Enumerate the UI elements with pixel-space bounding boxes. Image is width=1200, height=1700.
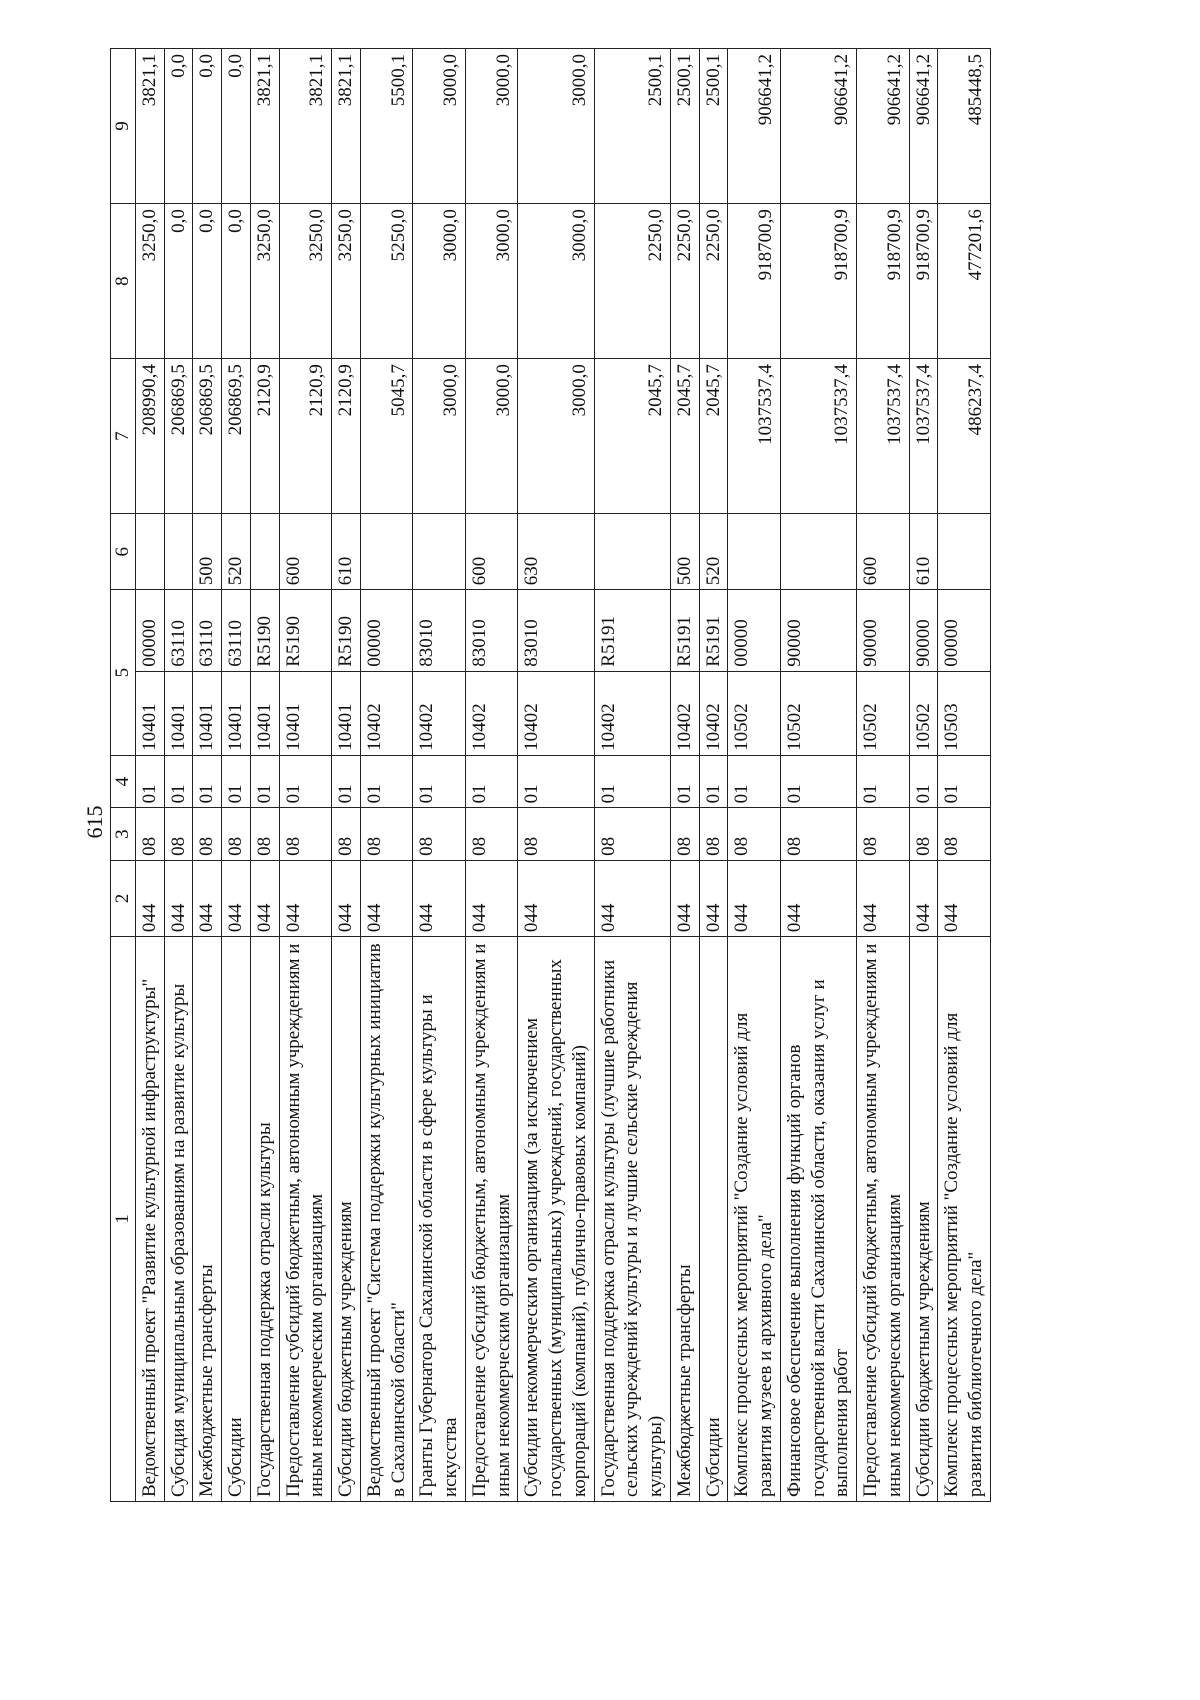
header-col-5: 5 (111, 590, 136, 756)
row-code-section-cell: 08 (135, 808, 164, 861)
row-value-col9-cell: 2500,1 (699, 49, 728, 204)
row-code-section-cell: 08 (164, 808, 193, 861)
row-code-program-cell: 10502 (857, 671, 910, 755)
row-code-expense-type-cell (164, 514, 193, 590)
row-code-subsection-cell: 01 (728, 755, 781, 808)
row-code-program-cell: 10401 (222, 671, 251, 755)
row-code-program-cell: 10402 (465, 671, 518, 755)
row-code-subsection-cell: 01 (518, 755, 594, 808)
row-code-section-cell: 08 (222, 808, 251, 861)
row-value-col7-cell: 2120,9 (250, 359, 279, 514)
row-code-program-cell: 10401 (332, 671, 361, 755)
row-code-subsection-cell: 01 (465, 755, 518, 808)
row-value-col7-cell: 1037537,4 (857, 359, 910, 514)
header-col-2: 2 (111, 860, 136, 936)
row-value-col9-cell: 3821,1 (279, 49, 332, 204)
row-code-direction-cell: 90000 (909, 590, 938, 671)
row-code-direction-cell: R5190 (332, 590, 361, 671)
row-value-col9-cell: 906641,2 (780, 49, 856, 204)
row-code-section-cell: 08 (413, 808, 466, 861)
table-row (728, 49, 781, 1502)
row-name-cell: Государственная поддержка отрасли культуры (лучшие работники сельских учреждений культуры и лучшие сельские учреждения культуры) (594, 937, 670, 1502)
row-value-col8-cell: 2250,0 (670, 204, 699, 359)
row-code-subsection-cell: 01 (413, 755, 466, 808)
budget-table (110, 48, 991, 1502)
row-code-chapter-cell: 044 (909, 860, 938, 936)
row-code-chapter-cell: 044 (332, 860, 361, 936)
row-value-col9-cell: 906641,2 (857, 49, 910, 204)
row-value-col7-cell: 3000,0 (518, 359, 594, 514)
row-code-expense-type-cell: 520 (699, 514, 728, 590)
row-name-cell: Субсидии бюджетным учреждениям (332, 937, 361, 1502)
row-code-chapter-cell: 044 (413, 860, 466, 936)
row-value-col9-cell: 3821,1 (332, 49, 361, 204)
row-name-cell: Предоставление субсидий бюджетным, автономным учреждениям и иным некоммерческим организациям (279, 937, 332, 1502)
row-value-col8-cell: 918700,9 (857, 204, 910, 359)
row-name-cell: Субсидии бюджетным учреждениям (909, 937, 938, 1502)
row-code-program-cell: 10402 (360, 671, 413, 755)
row-value-col7-cell: 206869,5 (193, 359, 222, 514)
row-value-col7-cell: 2045,7 (594, 359, 670, 514)
row-code-subsection-cell: 01 (360, 755, 413, 808)
row-code-expense-type-cell (780, 514, 856, 590)
row-code-program-cell: 10503 (938, 671, 991, 755)
row-code-direction-cell: R5191 (699, 590, 728, 671)
row-value-col7-cell: 5045,7 (360, 359, 413, 514)
row-name-cell: Ведомственный проект "Развитие культурной инфраструктуры" (135, 937, 164, 1502)
row-code-expense-type-cell (360, 514, 413, 590)
table-row (332, 49, 361, 1502)
row-code-expense-type-cell (728, 514, 781, 590)
row-code-section-cell: 08 (699, 808, 728, 861)
row-code-section-cell: 08 (465, 808, 518, 861)
row-value-col9-cell: 0,0 (222, 49, 251, 204)
row-code-section-cell: 08 (857, 808, 910, 861)
row-code-direction-cell: 83010 (465, 590, 518, 671)
row-code-program-cell: 10402 (699, 671, 728, 755)
table-body (135, 49, 990, 1502)
row-code-section-cell: 08 (360, 808, 413, 861)
row-value-col9-cell: 2500,1 (594, 49, 670, 204)
row-value-col9-cell: 906641,2 (728, 49, 781, 204)
header-col-9: 9 (111, 49, 136, 204)
row-code-chapter-cell: 044 (670, 860, 699, 936)
row-name-cell: Комплекс процессных мероприятий "Создание условий для развития библиотечного дела" (938, 937, 991, 1502)
row-code-section-cell: 08 (938, 808, 991, 861)
table-row (413, 49, 466, 1502)
table-row (857, 49, 910, 1502)
row-name-cell: Комплекс процессных мероприятий "Создание условий для развития музеев и архивного дела" (728, 937, 781, 1502)
row-code-expense-type-cell (250, 514, 279, 590)
row-code-expense-type-cell: 600 (857, 514, 910, 590)
row-value-col7-cell: 1037537,4 (780, 359, 856, 514)
table-row (518, 49, 594, 1502)
row-name-cell: Предоставление субсидий бюджетным, автономным учреждениям и иным некоммерческим организациям (465, 937, 518, 1502)
row-code-subsection-cell: 01 (135, 755, 164, 808)
row-code-section-cell: 08 (780, 808, 856, 861)
row-code-program-cell: 10502 (909, 671, 938, 755)
row-code-chapter-cell: 044 (938, 860, 991, 936)
row-code-subsection-cell: 01 (780, 755, 856, 808)
row-code-chapter-cell: 044 (279, 860, 332, 936)
row-code-direction-cell: 00000 (728, 590, 781, 671)
header-col-8: 8 (111, 204, 136, 359)
row-name-cell: Субсидии некоммерческим организациям (за исключением государственных (муниципальных) учреждений, государственных корпораций (компаний), публично-правовых компаний) (518, 937, 594, 1502)
row-value-col8-cell: 3250,0 (135, 204, 164, 359)
row-value-col8-cell: 3000,0 (465, 204, 518, 359)
row-code-program-cell: 10402 (413, 671, 466, 755)
row-code-direction-cell: R5191 (594, 590, 670, 671)
row-code-program-cell: 10401 (250, 671, 279, 755)
row-code-chapter-cell: 044 (250, 860, 279, 936)
row-code-direction-cell: 83010 (518, 590, 594, 671)
row-code-expense-type-cell (135, 514, 164, 590)
header-col-4: 4 (111, 755, 136, 808)
table-row (222, 49, 251, 1502)
row-value-col7-cell: 206869,5 (222, 359, 251, 514)
row-value-col9-cell: 3821,1 (135, 49, 164, 204)
row-code-expense-type-cell: 630 (518, 514, 594, 590)
row-code-direction-cell: R5191 (670, 590, 699, 671)
row-code-section-cell: 08 (909, 808, 938, 861)
row-name-cell: Гранты Губернатора Сахалинской области в сфере культуры и искусства (413, 937, 466, 1502)
table-row (670, 49, 699, 1502)
row-code-subsection-cell: 01 (332, 755, 361, 808)
row-code-subsection-cell: 01 (670, 755, 699, 808)
row-value-col7-cell: 206869,5 (164, 359, 193, 514)
row-value-col9-cell: 0,0 (193, 49, 222, 204)
row-code-program-cell: 10401 (164, 671, 193, 755)
row-code-chapter-cell: 044 (594, 860, 670, 936)
row-value-col8-cell: 918700,9 (909, 204, 938, 359)
row-code-chapter-cell: 044 (360, 860, 413, 936)
table-row (780, 49, 856, 1502)
row-code-subsection-cell: 01 (250, 755, 279, 808)
row-code-expense-type-cell (413, 514, 466, 590)
row-code-program-cell: 10502 (780, 671, 856, 755)
row-code-direction-cell: 00000 (938, 590, 991, 671)
row-code-expense-type-cell: 500 (193, 514, 222, 590)
row-value-col9-cell: 3821,1 (250, 49, 279, 204)
row-code-program-cell: 10502 (728, 671, 781, 755)
header-col-6: 6 (111, 514, 136, 590)
row-value-col9-cell: 3000,0 (518, 49, 594, 204)
row-value-col9-cell: 3000,0 (413, 49, 466, 204)
row-value-col7-cell: 2120,9 (279, 359, 332, 514)
row-code-chapter-cell: 044 (135, 860, 164, 936)
row-value-col9-cell: 906641,2 (909, 49, 938, 204)
row-code-expense-type-cell (594, 514, 670, 590)
row-value-col8-cell: 3000,0 (518, 204, 594, 359)
row-code-program-cell: 10402 (594, 671, 670, 755)
row-code-section-cell: 08 (518, 808, 594, 861)
row-value-col9-cell: 0,0 (164, 49, 193, 204)
row-name-cell: Предоставление субсидий бюджетным, автономным учреждениям и иным некоммерческим организациям (857, 937, 910, 1502)
row-code-program-cell: 10402 (518, 671, 594, 755)
table-row (135, 49, 164, 1502)
table-row (465, 49, 518, 1502)
header-col-1: 1 (111, 937, 136, 1502)
row-name-cell: Субсидии (222, 937, 251, 1502)
row-code-chapter-cell: 044 (728, 860, 781, 936)
row-code-direction-cell: 90000 (780, 590, 856, 671)
row-code-subsection-cell: 01 (594, 755, 670, 808)
row-value-col8-cell: 918700,9 (780, 204, 856, 359)
row-code-program-cell: 10401 (135, 671, 164, 755)
row-code-direction-cell: 63110 (222, 590, 251, 671)
row-code-chapter-cell: 044 (465, 860, 518, 936)
row-value-col7-cell: 208990,4 (135, 359, 164, 514)
row-code-subsection-cell: 01 (909, 755, 938, 808)
row-code-direction-cell: 00000 (360, 590, 413, 671)
row-value-col8-cell: 0,0 (164, 204, 193, 359)
row-code-subsection-cell: 01 (222, 755, 251, 808)
table-header-row (111, 49, 136, 1502)
row-value-col8-cell: 3250,0 (279, 204, 332, 359)
table-row (909, 49, 938, 1502)
row-value-col7-cell: 1037537,4 (909, 359, 938, 514)
row-code-section-cell: 08 (332, 808, 361, 861)
row-code-program-cell: 10401 (193, 671, 222, 755)
row-code-direction-cell: 00000 (135, 590, 164, 671)
row-value-col8-cell: 477201,6 (938, 204, 991, 359)
row-code-section-cell: 08 (193, 808, 222, 861)
row-value-col7-cell: 2120,9 (332, 359, 361, 514)
row-name-cell: Финансовое обеспечение выполнения функций органов государственной власти Сахалинской области, оказания услуг и выполнения работ (780, 937, 856, 1502)
header-col-3: 3 (111, 808, 136, 861)
page-number: 615 (82, 805, 107, 839)
row-code-expense-type-cell: 600 (279, 514, 332, 590)
row-value-col8-cell: 0,0 (222, 204, 251, 359)
row-name-cell: Субсидии (699, 937, 728, 1502)
row-code-section-cell: 08 (728, 808, 781, 861)
table-row (279, 49, 332, 1502)
row-code-section-cell: 08 (670, 808, 699, 861)
row-code-direction-cell: R5190 (279, 590, 332, 671)
row-code-chapter-cell: 044 (222, 860, 251, 936)
row-code-expense-type-cell: 610 (332, 514, 361, 590)
row-code-expense-type-cell: 610 (909, 514, 938, 590)
row-code-expense-type-cell (938, 514, 991, 590)
row-code-program-cell: 10401 (279, 671, 332, 755)
table-row (938, 49, 991, 1502)
row-code-chapter-cell: 044 (193, 860, 222, 936)
row-value-col7-cell: 3000,0 (413, 359, 466, 514)
row-code-section-cell: 08 (594, 808, 670, 861)
table-row (164, 49, 193, 1502)
row-code-chapter-cell: 044 (699, 860, 728, 936)
row-value-col8-cell: 3000,0 (413, 204, 466, 359)
row-code-direction-cell: 63110 (164, 590, 193, 671)
row-value-col8-cell: 2250,0 (699, 204, 728, 359)
row-name-cell: Субсидия муниципальным образованиям на развитие культуры (164, 937, 193, 1502)
table-row (360, 49, 413, 1502)
row-name-cell: Межбюджетные трансферты (670, 937, 699, 1502)
row-value-col7-cell: 1037537,4 (728, 359, 781, 514)
table-row (594, 49, 670, 1502)
row-code-subsection-cell: 01 (279, 755, 332, 808)
row-code-chapter-cell: 044 (518, 860, 594, 936)
row-code-chapter-cell: 044 (780, 860, 856, 936)
row-value-col9-cell: 485448,5 (938, 49, 991, 204)
row-code-direction-cell: R5190 (250, 590, 279, 671)
row-code-direction-cell: 83010 (413, 590, 466, 671)
row-code-expense-type-cell: 520 (222, 514, 251, 590)
row-name-cell: Государственная поддержка отрасли культуры (250, 937, 279, 1502)
header-col-7: 7 (111, 359, 136, 514)
row-value-col8-cell: 3250,0 (250, 204, 279, 359)
row-value-col8-cell: 5250,0 (360, 204, 413, 359)
row-value-col9-cell: 5500,1 (360, 49, 413, 204)
row-code-direction-cell: 90000 (857, 590, 910, 671)
row-code-subsection-cell: 01 (857, 755, 910, 808)
row-code-section-cell: 08 (250, 808, 279, 861)
row-code-direction-cell: 63110 (193, 590, 222, 671)
row-code-expense-type-cell: 500 (670, 514, 699, 590)
table-row (193, 49, 222, 1502)
row-value-col8-cell: 0,0 (193, 204, 222, 359)
row-value-col7-cell: 2045,7 (670, 359, 699, 514)
row-value-col7-cell: 3000,0 (465, 359, 518, 514)
row-value-col7-cell: 486237,4 (938, 359, 991, 514)
row-value-col7-cell: 2045,7 (699, 359, 728, 514)
table-row (699, 49, 728, 1502)
row-value-col9-cell: 2500,1 (670, 49, 699, 204)
row-value-col8-cell: 918700,9 (728, 204, 781, 359)
row-code-program-cell: 10402 (670, 671, 699, 755)
row-code-subsection-cell: 01 (938, 755, 991, 808)
row-value-col8-cell: 3250,0 (332, 204, 361, 359)
row-code-subsection-cell: 01 (193, 755, 222, 808)
row-code-expense-type-cell: 600 (465, 514, 518, 590)
row-code-subsection-cell: 01 (699, 755, 728, 808)
row-name-cell: Межбюджетные трансферты (193, 937, 222, 1502)
table-row (250, 49, 279, 1502)
row-value-col9-cell: 3000,0 (465, 49, 518, 204)
row-code-section-cell: 08 (279, 808, 332, 861)
row-code-subsection-cell: 01 (164, 755, 193, 808)
row-code-chapter-cell: 044 (164, 860, 193, 936)
row-code-chapter-cell: 044 (857, 860, 910, 936)
row-value-col8-cell: 2250,0 (594, 204, 670, 359)
row-name-cell: Ведомственный проект "Система поддержки культурных инициатив в Сахалинской области" (360, 937, 413, 1502)
